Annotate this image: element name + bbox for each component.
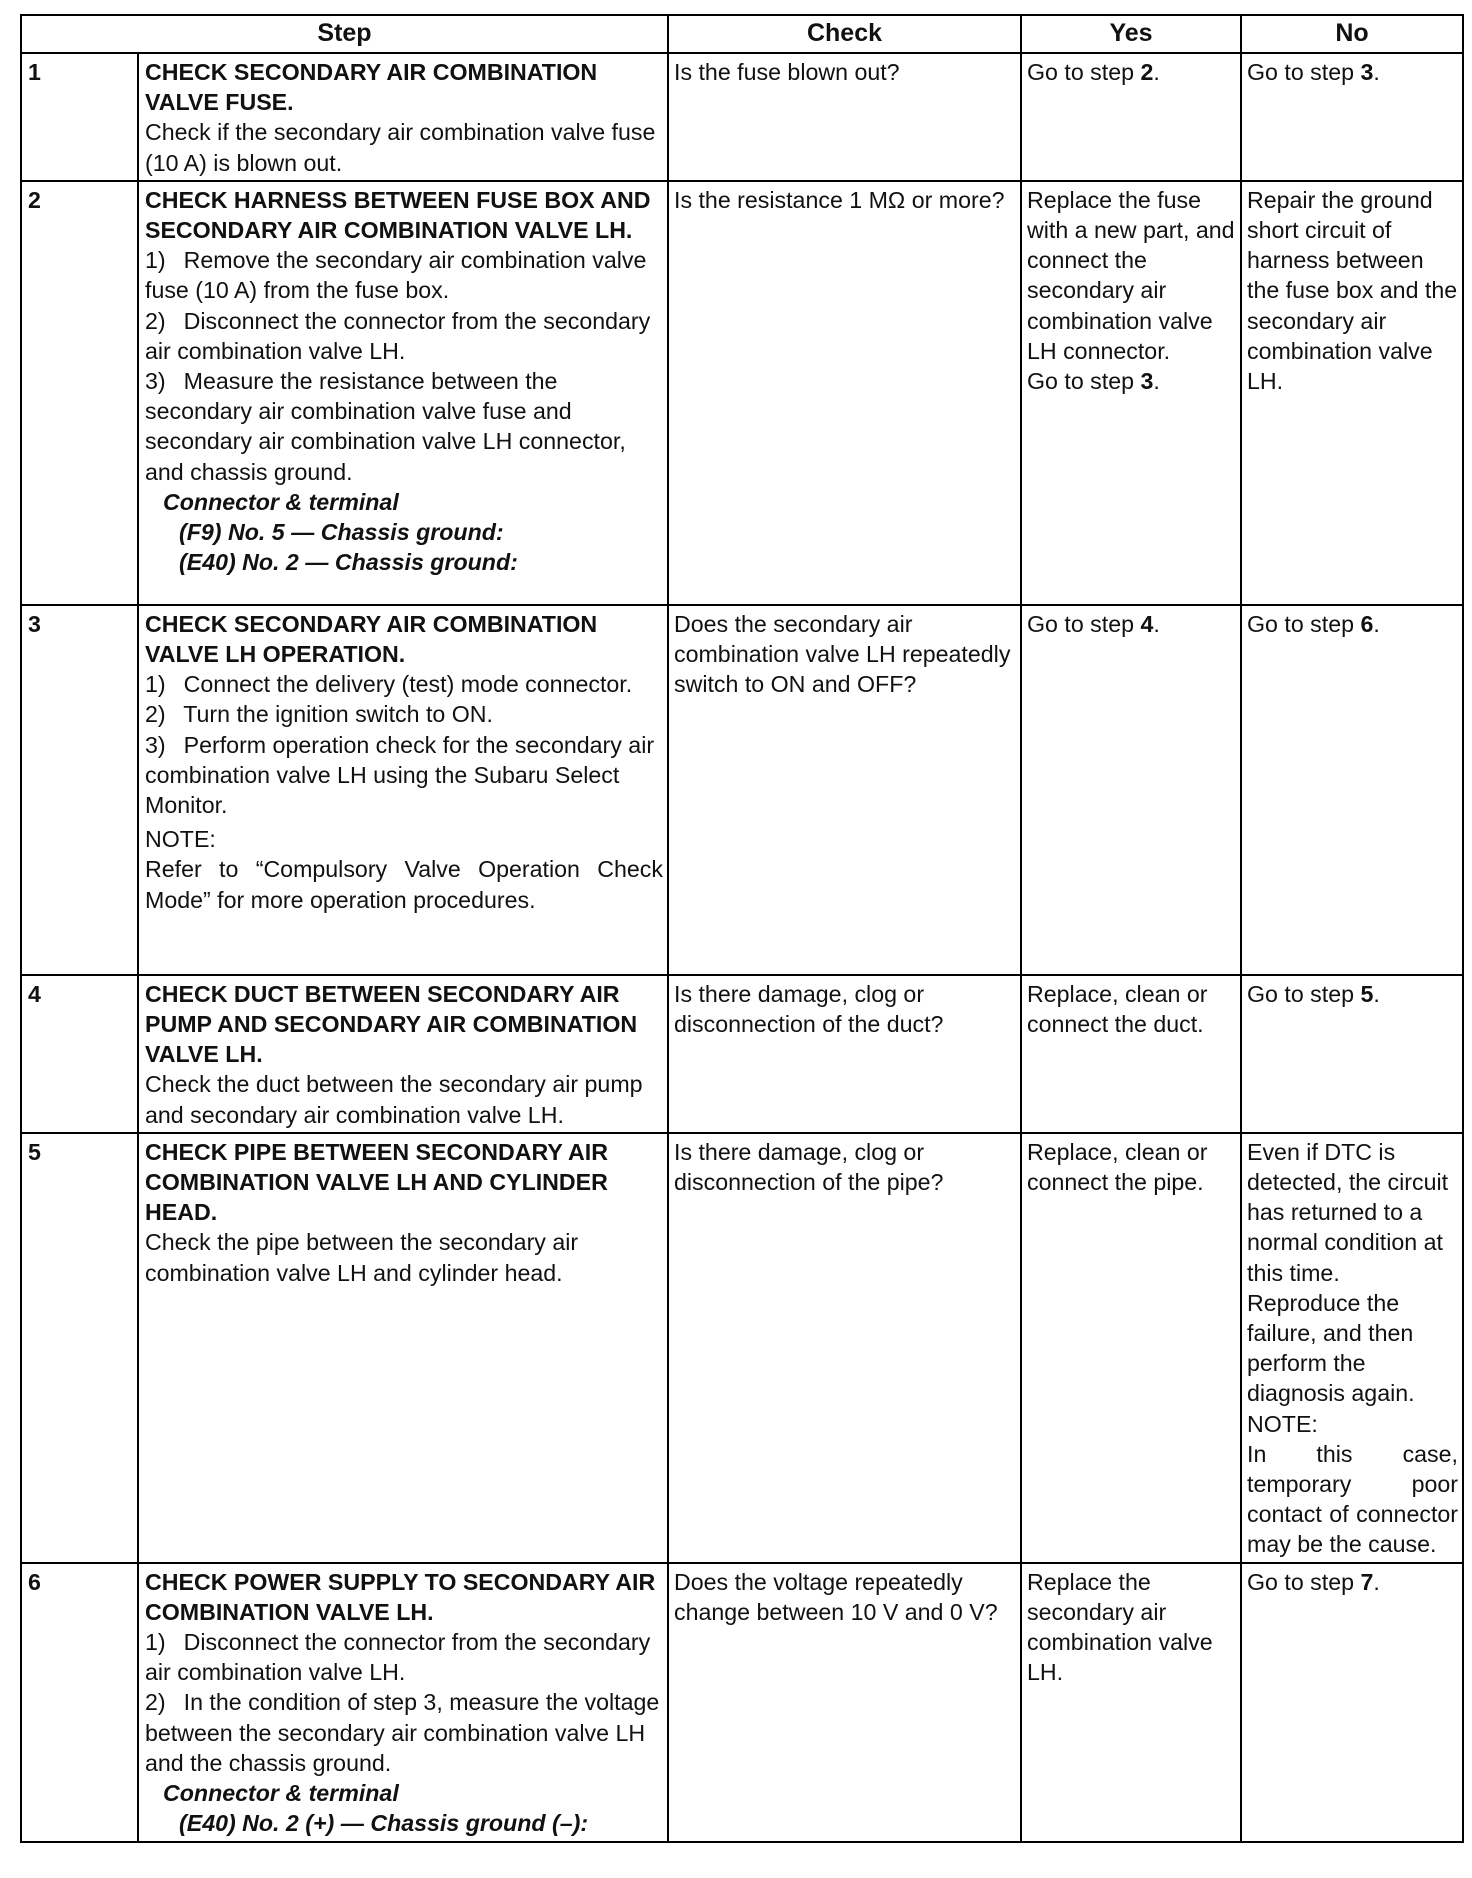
step-ref: 7 bbox=[1360, 1568, 1374, 1595]
step-instruction: 2) Turn the ignition switch to ON. bbox=[145, 701, 493, 728]
table-row bbox=[21, 975, 1463, 1133]
diagnostic-procedure-sheet bbox=[20, 14, 1462, 1843]
yes-action: Replace, clean or connect the duct. bbox=[1021, 975, 1241, 1133]
step-instruction: 2) In the condition of step 3, measure the voltage between the secondary air combination valve LH and the chassis ground. bbox=[145, 1689, 660, 1776]
step-ref: 2 bbox=[1140, 59, 1154, 85]
yes-action: Replace, clean or connect the pipe. bbox=[1021, 1133, 1241, 1563]
step-instruction: 3) Measure the resistance between the secondary air combination valve fuse and secondary air combination valve LH connector, and chassis ground. bbox=[145, 368, 626, 485]
connector-terminal-heading: Connector & terminal bbox=[163, 488, 399, 515]
check-question: Does the voltage repeatedly change between 10 V and 0 V? bbox=[668, 1563, 1021, 1842]
check-question: Is there damage, clog or disconnection of the duct? bbox=[668, 975, 1021, 1133]
connector-terminal-heading: Connector & terminal bbox=[163, 1780, 399, 1807]
table-row bbox=[21, 1133, 1463, 1563]
note-text: In this case, temporary poor contact of connector may be the cause. bbox=[1247, 1440, 1458, 1558]
step-instruction: Check the duct between the secondary air pump and secondary air combination valve LH. bbox=[145, 1071, 643, 1128]
yes-action: Go to step 4. bbox=[1021, 605, 1241, 975]
step-title: CHECK PIPE BETWEEN SECONDARY AIR COMBINATION VALVE LH AND CYLINDER HEAD. bbox=[145, 1138, 608, 1226]
step-instruction: 1) Remove the secondary air combination valve fuse (10 A) from the fuse box. bbox=[145, 247, 647, 304]
step-description bbox=[138, 181, 668, 605]
step-title: CHECK POWER SUPPLY TO SECONDARY AIR COMBINATION VALVE LH. bbox=[145, 1568, 656, 1625]
header-yes: Yes bbox=[1021, 15, 1241, 53]
step-description bbox=[138, 53, 668, 181]
table-row bbox=[21, 1563, 1463, 1842]
header-no: No bbox=[1241, 15, 1463, 53]
step-instruction: 2) Disconnect the connector from the secondary air combination valve LH. bbox=[145, 307, 651, 364]
step-instruction: 1) Connect the delivery (test) mode connector. bbox=[145, 671, 633, 698]
step-description bbox=[138, 1563, 668, 1842]
diagnostic-table bbox=[20, 14, 1464, 1843]
step-ref: 5 bbox=[1360, 980, 1374, 1007]
step-ref: 3 bbox=[1140, 368, 1154, 395]
step-description bbox=[138, 975, 668, 1133]
step-title: CHECK SECONDARY AIR COMBINATION VALVE FUSE. bbox=[145, 59, 598, 116]
step-title: CHECK SECONDARY AIR COMBINATION VALVE LH OPERATION. bbox=[145, 610, 598, 668]
table-row bbox=[21, 181, 1463, 605]
step-description bbox=[138, 605, 668, 975]
step-instruction: 3) Perform operation check for the secondary air combination valve LH using the Subaru Select Monitor. bbox=[145, 731, 655, 819]
check-question: Does the secondary air combination valve LH repeatedly switch to ON and OFF? bbox=[668, 605, 1021, 975]
header-step: Step bbox=[21, 15, 668, 53]
table-header-row bbox=[21, 15, 1463, 53]
step-title: CHECK DUCT BETWEEN SECONDARY AIR PUMP AND SECONDARY AIR COMBINATION VALVE LH. bbox=[145, 980, 638, 1068]
note-text: Refer to “Compulsory Valve Operation Check Mode” for more operation procedures. bbox=[145, 856, 663, 913]
step-number: 6 bbox=[21, 1563, 138, 1842]
step-ref: 6 bbox=[1360, 610, 1374, 637]
check-question: Is the fuse blown out? bbox=[668, 53, 1021, 181]
no-action: Repair the ground short circuit of harness between the fuse box and the secondary air combination valve LH. bbox=[1241, 181, 1463, 605]
step-instruction: Check if the secondary air combination valve fuse (10 A) is blown out. bbox=[145, 119, 656, 176]
connector-terminal: (E40) No. 2 — Chassis ground: bbox=[179, 549, 518, 576]
yes-action: Replace the secondary air combination valve LH. bbox=[1021, 1563, 1241, 1842]
step-number: 5 bbox=[21, 1133, 138, 1563]
check-question: Is there damage, clog or disconnection of the pipe? bbox=[668, 1133, 1021, 1563]
table-row bbox=[21, 53, 1463, 181]
step-instruction: 1) Disconnect the connector from the secondary air combination valve LH. bbox=[145, 1629, 651, 1686]
no-action: Go to step 6. bbox=[1241, 605, 1463, 975]
step-number: 2 bbox=[21, 181, 138, 605]
step-ref: 4 bbox=[1140, 610, 1154, 637]
step-title: CHECK HARNESS BETWEEN FUSE BOX AND SECONDARY AIR COMBINATION VALVE LH. bbox=[145, 186, 651, 244]
step-number: 1 bbox=[21, 53, 138, 181]
step-number: 4 bbox=[21, 975, 138, 1133]
no-action: Go to step 5. bbox=[1241, 975, 1463, 1133]
note-label: NOTE: bbox=[1247, 1410, 1318, 1437]
no-action: Even if DTC is detected, the circuit has returned to a normal condition at this time. Reproduce the failure, and then perform the diagnosis again. NOTE: In this case, temporary poor contact of connector may be the cause. bbox=[1241, 1133, 1463, 1563]
no-action: Go to step 3. bbox=[1241, 53, 1463, 181]
step-description bbox=[138, 1133, 668, 1563]
step-instruction: Check the pipe between the secondary air combination valve LH and cylinder head. bbox=[145, 1229, 579, 1286]
step-number: 3 bbox=[21, 605, 138, 975]
yes-action: Go to step 2. bbox=[1021, 53, 1241, 181]
note-label: NOTE: bbox=[145, 826, 216, 853]
step-ref: 3 bbox=[1360, 59, 1374, 85]
header-check: Check bbox=[668, 15, 1021, 53]
connector-terminal: (F9) No. 5 — Chassis ground: bbox=[179, 519, 504, 546]
table-row bbox=[21, 605, 1463, 975]
no-action: Go to step 7. bbox=[1241, 1563, 1463, 1842]
check-question: Is the resistance 1 MΩ or more? bbox=[668, 181, 1021, 605]
yes-action: Replace the fuse with a new part, and connect the secondary air combination valve LH connector. Go to step 3. bbox=[1021, 181, 1241, 605]
connector-terminal: (E40) No. 2 (+) — Chassis ground (–): bbox=[179, 1810, 589, 1837]
